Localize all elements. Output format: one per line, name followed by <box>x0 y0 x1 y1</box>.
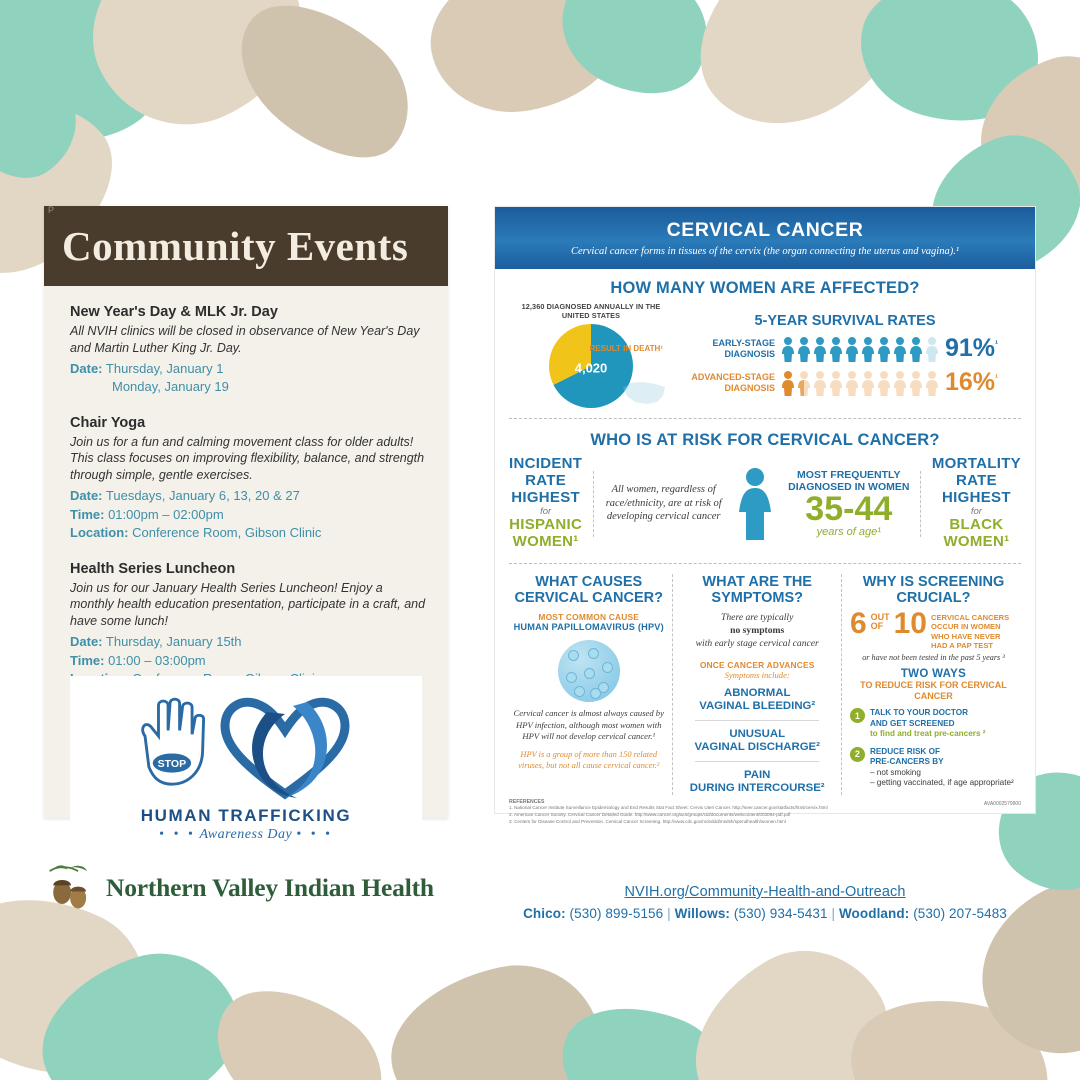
once-cancer-advances-label: ONCE CANCER ADVANCES <box>699 659 815 670</box>
two-ways-title: TWO WAYS <box>900 667 967 680</box>
column-title-line1: WHAT CAUSES <box>535 573 643 590</box>
mortality-label-2: RATE <box>955 472 997 490</box>
most-common-cause-label: MOST COMMON CAUSE <box>538 612 640 623</box>
stat-out-of <box>871 610 890 631</box>
event-title: New Year's Day & MLK Jr. Day <box>70 304 278 320</box>
hpv-label: HUMAN PAPILLOMAVIRUS (HPV) <box>513 622 664 633</box>
symptoms-lead <box>681 612 832 651</box>
screening-step <box>850 747 1017 789</box>
survival-percent <box>945 334 1019 363</box>
person-icon <box>877 336 891 362</box>
event-detail-value: Monday, January 19 <box>112 379 229 395</box>
human-trafficking-artwork <box>121 686 371 804</box>
virus-icon <box>558 640 620 702</box>
survival-percent <box>945 368 1019 397</box>
event-detail-value: Tuesdays, January 6, 13, 20 & 27 <box>105 488 300 504</box>
symptom-item <box>681 687 832 713</box>
list-item <box>70 561 426 689</box>
human-trafficking-title: HUMAN TRAFFICKING <box>140 806 352 825</box>
step-head-2: PRE-CANCERS BY <box>869 757 944 767</box>
person-icon-empty <box>861 370 875 396</box>
symptom-line2: DURING INTERCOURSE² <box>689 782 825 795</box>
incident-label-1: INCIDENT <box>509 455 583 473</box>
divider <box>509 418 1021 419</box>
pie-caption: 12,360 DIAGNOSED ANNUALLY IN THE UNITED STATES <box>521 302 661 321</box>
mortality-label-3: HIGHEST <box>942 488 1011 506</box>
survival-row-early <box>671 334 1019 363</box>
column-what-causes <box>505 574 672 796</box>
age-label-1: MOST FREQUENTLY <box>797 469 901 482</box>
list-item <box>70 304 426 397</box>
corner-mark: P <box>48 205 55 215</box>
section-how-many-affected <box>495 269 1035 414</box>
human-trafficking-subtitle <box>159 827 333 843</box>
person-icon-empty <box>925 370 939 396</box>
hpv-orange-note: HPV is a group of more than 150 related viruses, but not all cause cervical cancer.² <box>518 750 660 771</box>
mortality-label-1: MORTALITY <box>931 455 1021 473</box>
poster-sheet <box>44 206 1036 930</box>
location-phone[interactable]: (530) 934-5431 <box>733 906 828 921</box>
column-symptoms <box>672 574 840 796</box>
mortality-group-1: BLACK <box>949 516 1004 534</box>
step-sub: to find and treat pre-cancers ² <box>869 729 986 739</box>
person-icon-empty <box>829 370 843 396</box>
infographic-title: CERVICAL CANCER <box>666 219 864 241</box>
reference-item: 3. Centers for Disease Control and Prevention. Cervical Cancer Screening. http://www.cdc.gov/mcbddd/msdsh/spendhealth/women.html <box>509 819 786 825</box>
stop-hand-icon <box>131 692 209 788</box>
pie-note: RESULT IN DEATH¹ <box>589 344 663 353</box>
acorn-branch-icon <box>44 864 98 912</box>
location-city: Woodland: <box>838 906 910 921</box>
symptom-line1: ABNORMAL <box>723 686 791 699</box>
people-icon-row <box>775 370 945 396</box>
step-sub-2: – getting vaccinated, if age appropriate² <box>869 778 1014 788</box>
location-phone[interactable]: (530) 899-5156 <box>569 906 664 921</box>
stat-denominator: 10 <box>893 607 927 641</box>
event-detail-label: Time: <box>70 652 105 668</box>
symptoms-lead-2: with early stage cervical cancer <box>695 637 819 649</box>
person-icon <box>829 336 843 362</box>
incident-for: for <box>540 505 552 517</box>
survival-label: EARLY-STAGE DIAGNOSIS <box>712 337 775 359</box>
references-heading: REFERENCES <box>509 799 545 806</box>
people-icon-row <box>775 336 945 362</box>
mortality-group-2: WOMEN¹ <box>943 533 1010 551</box>
event-detail-line <box>70 524 426 542</box>
event-description: Join us for a fun and calming movement class for older adults! This class focuses on improving flexibility, balance, and strength through simple, gentle exercises. <box>70 434 425 482</box>
column-title-line2: CERVICAL CANCER? <box>514 590 663 607</box>
person-icon-empty <box>893 370 907 396</box>
age-block <box>788 469 909 537</box>
list-item <box>70 415 426 543</box>
dot-ornament-left: • • • <box>159 827 196 842</box>
event-detail-label: Location: <box>70 525 129 541</box>
stat-numerator: 6 <box>849 607 867 641</box>
step-sub-1: – not smoking <box>869 767 921 777</box>
mortality-rate-block <box>932 456 1021 551</box>
symptoms-lead-1: There are typically <box>721 612 794 624</box>
community-events-card <box>44 205 448 842</box>
contact-footer <box>494 884 1036 921</box>
infographic-subtitle: Cervical cancer forms in tissues of the cervix (the organ connecting the uterus and vagina).¹ <box>571 246 959 257</box>
risk-statement: All women, regardless of race/ethnicity, are at risk of developing cervical cancer <box>605 484 722 523</box>
location-city: Willows: <box>674 906 731 921</box>
human-trafficking-graphic-box <box>70 676 422 858</box>
person-icon <box>909 336 923 362</box>
step-number-badge: 2 <box>850 747 865 762</box>
person-icon-partial <box>797 370 811 396</box>
column-title-line1: WHY IS SCREENING <box>862 573 1005 590</box>
person-icon <box>845 336 859 362</box>
person-icon <box>781 336 795 362</box>
step-head-2: AND GET SCREENED <box>869 718 955 728</box>
two-ways-subtitle: TO REDUCE RISK FOR CERVICAL CANCER <box>860 679 1007 701</box>
separator: | <box>667 906 671 921</box>
column-screening <box>841 574 1025 796</box>
step-text <box>870 708 986 740</box>
stat-out: OUT <box>870 612 890 623</box>
incident-label-2: RATE <box>525 472 567 490</box>
symptom-line2: VAGINAL DISCHARGE² <box>694 741 820 754</box>
survival-percent-value: 91% <box>945 334 996 363</box>
stat-of: OF <box>870 621 884 632</box>
step-head-1: TALK TO YOUR DOCTOR <box>869 708 969 718</box>
person-icon-empty <box>909 370 923 396</box>
event-detail-value: Conference Room, Gibson Clinic <box>132 525 322 541</box>
survival-rates <box>671 313 1019 397</box>
incident-rate-block <box>509 456 582 551</box>
symptom-line2: VAGINAL BLEEDING² <box>699 699 816 712</box>
symptom-item <box>681 769 832 795</box>
page-title: Community Events <box>62 223 409 269</box>
event-detail-label: Time: <box>70 506 105 522</box>
organization-name: Northern Valley Indian Health <box>106 873 434 902</box>
person-icon <box>861 336 875 362</box>
survival-title: 5-YEAR SURVIVAL RATES <box>754 313 936 330</box>
person-icon-empty <box>845 370 859 396</box>
infographic-banner <box>495 207 1035 269</box>
separator: | <box>831 906 836 921</box>
divider <box>920 471 921 537</box>
two-ways-block <box>850 668 1017 702</box>
svg-text:STOP: STOP <box>157 757 187 770</box>
section-who-is-at-risk <box>495 423 1035 559</box>
event-detail-line <box>70 506 426 524</box>
step-number-badge: 1 <box>850 708 865 723</box>
references-block <box>495 795 1035 832</box>
location-phone[interactable]: (530) 207-5483 <box>913 906 1007 921</box>
event-description: All NVIH clinics will be closed in observance of New Year's Day and Martin Luther King Jr. Day. <box>70 324 420 355</box>
footnote-marker: ¹ <box>995 372 999 383</box>
event-detail-value: Thursday, January 1 <box>105 361 224 376</box>
person-icon-empty <box>813 370 827 396</box>
event-detail-label: Date: <box>70 634 103 650</box>
phone-list <box>494 906 1036 921</box>
six-out-of-ten-stat <box>849 607 1017 650</box>
event-detail-line <box>70 378 426 396</box>
person-icon <box>797 336 811 362</box>
event-detail-label: Date: <box>70 488 103 504</box>
dot-ornament-right: • • • <box>296 827 333 842</box>
divider <box>695 720 818 721</box>
event-title: Health Series Luncheon <box>70 560 236 577</box>
event-detail-line <box>70 360 426 378</box>
incident-group-1: HISPANIC <box>509 516 583 534</box>
section-title: WHO IS AT RISK FOR CERVICAL CANCER? <box>590 431 940 450</box>
stat-description: CERVICAL CANCERS OCCUR IN WOMEN WHO HAVE NEVER HAD A PAP TEST <box>931 613 1010 650</box>
symptom-line1: UNUSUAL <box>729 728 786 741</box>
person-icon <box>813 336 827 362</box>
divider <box>695 761 818 762</box>
cervical-cancer-infographic <box>494 206 1036 825</box>
divider <box>509 563 1021 564</box>
person-icon-empty <box>877 370 891 396</box>
event-detail-value: 01:00pm – 02:00pm <box>108 506 224 522</box>
document-code: AVA0002579900 <box>983 801 1021 807</box>
person-icon <box>781 370 795 396</box>
event-detail-label: Date: <box>70 361 103 376</box>
pie-value: 4,020 <box>574 360 608 376</box>
survival-row-advanced <box>671 368 1019 397</box>
reference-item: 1. National Cancer Institute Surveillance Epidemiology and End Results Stat Fact Sheet: Cervix Uteri Cancer. http://seer.cancer.gov/statfacts/html/cervix.html <box>509 805 828 811</box>
event-detail-line <box>70 652 426 670</box>
section-three-columns <box>495 568 1035 796</box>
hpv-note: Cervical cancer is almost always caused by HPV infection, although most women with HPV will not develop cervical cancer.¹ <box>513 708 664 741</box>
symptom-line1: PAIN <box>744 769 771 782</box>
stat-footnote: or have not been tested in the past 5 years ³ <box>862 652 1005 662</box>
age-unit: years of age¹ <box>816 525 881 538</box>
age-label-2: DIAGNOSED IN WOMEN <box>788 481 910 494</box>
step-text <box>870 747 1014 789</box>
event-description: Join us for our January Health Series Luncheon! Enjoy a monthly health education presentation, participate in a craft, and have some lunch! <box>70 580 426 628</box>
column-title-line2: SYMPTOMS? <box>711 590 803 607</box>
woman-icon <box>733 466 777 542</box>
footnote-marker: ¹ <box>995 338 999 349</box>
symptoms-include-label: Symptoms include: <box>724 669 790 680</box>
survival-percent-value: 16% <box>945 368 996 397</box>
survival-label: ADVANCED-STAGE DIAGNOSIS <box>691 371 775 393</box>
column-title-line2: CRUCIAL? <box>896 590 971 607</box>
person-icon-empty <box>925 336 939 362</box>
incident-group-2: WOMEN¹ <box>512 533 579 551</box>
event-detail-value: Thursday, January 15th <box>105 634 242 650</box>
diagnosis-pie-chart <box>511 302 671 408</box>
reference-item: 2. American Cancer Society. Cervical Cancer Detailed Guide. http://www.cancer.org/acs/groups/cid/documents/webcontent/003094-pdf.pdf <box>509 812 791 818</box>
symptoms-lead-bold: no symptoms <box>730 625 785 637</box>
nvih-logo <box>44 864 434 912</box>
event-detail-line <box>70 487 426 505</box>
age-range: 35-44 <box>805 490 893 529</box>
event-detail-line <box>70 633 426 651</box>
step-head-1: REDUCE RISK OF <box>869 746 940 756</box>
ribbon-heart-icon <box>207 686 363 804</box>
awareness-day-text: Awareness Day <box>199 827 293 842</box>
section-title: HOW MANY WOMEN ARE AFFECTED? <box>610 279 920 297</box>
screening-step <box>850 708 1017 740</box>
location-city: Chico: <box>523 906 566 921</box>
events-list <box>44 286 448 689</box>
mortality-for: for <box>970 505 982 517</box>
divider <box>593 471 594 537</box>
events-header <box>44 206 448 286</box>
column-title-line1: WHAT ARE THE <box>702 573 812 590</box>
us-map-icon <box>621 378 667 408</box>
person-icon <box>893 336 907 362</box>
leaf-shape <box>192 959 408 1080</box>
symptom-item <box>681 728 832 754</box>
event-title: Chair Yoga <box>70 414 146 431</box>
website-link[interactable]: NVIH.org/Community-Health-and-Outreach <box>624 884 906 900</box>
event-detail-value: 01:00 – 03:00pm <box>108 652 206 668</box>
incident-label-3: HIGHEST <box>511 488 580 506</box>
